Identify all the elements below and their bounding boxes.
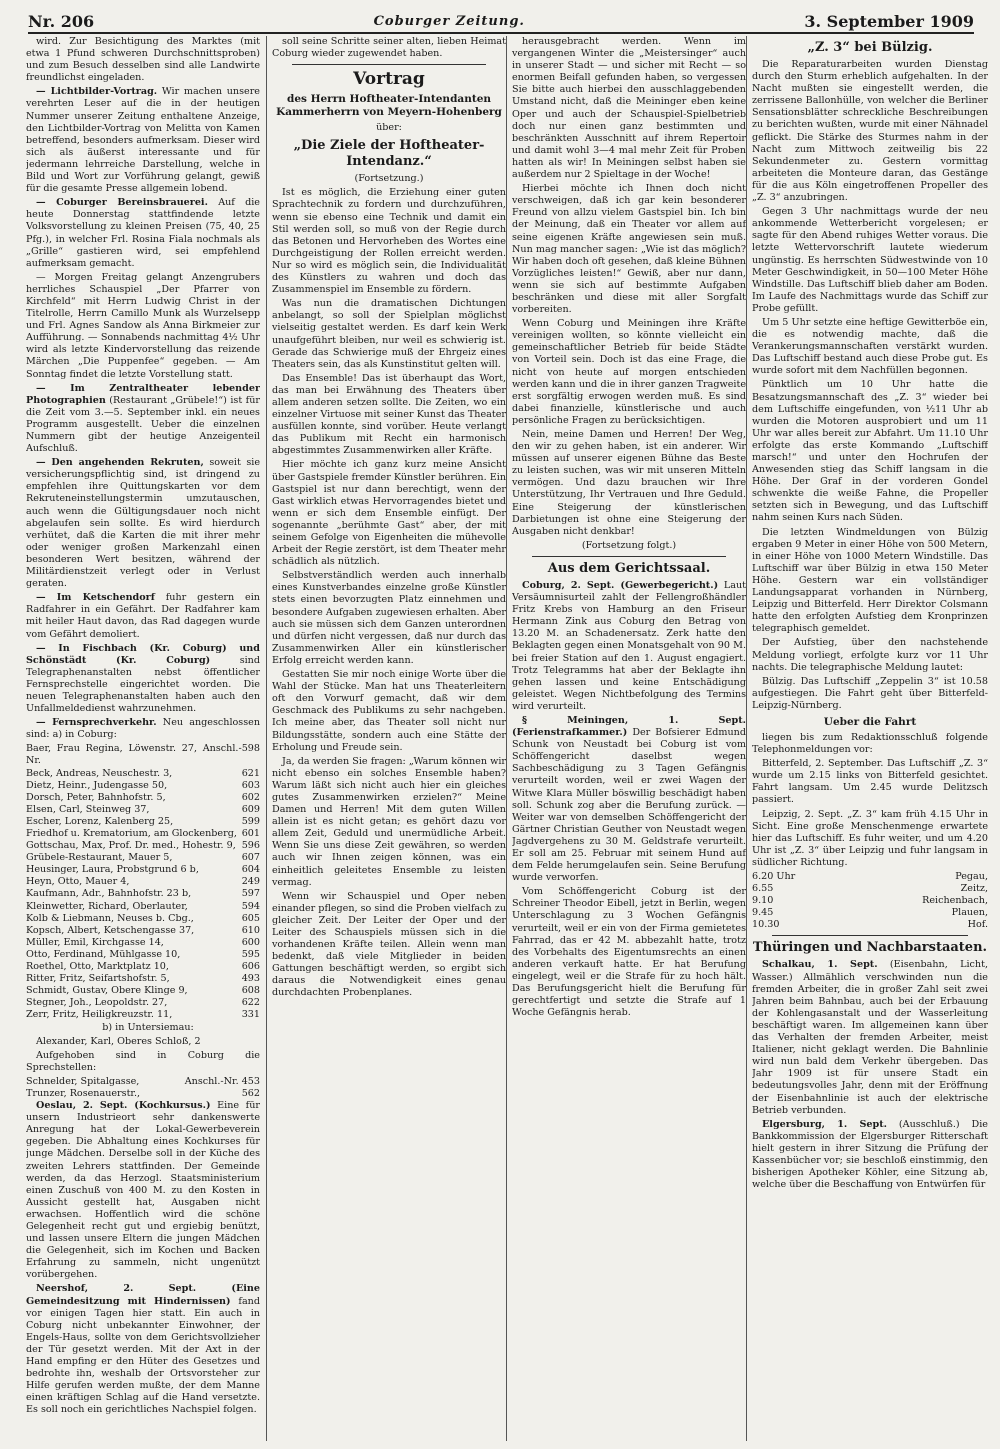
list-item-value: 249 xyxy=(241,876,260,888)
article xyxy=(26,643,260,716)
list-item-value: 594 xyxy=(241,900,260,912)
article-lead: — Lichtbilder-Vortrag. xyxy=(36,86,158,98)
column-rule xyxy=(746,36,747,1441)
list-item xyxy=(26,852,260,864)
article xyxy=(26,383,260,456)
article-text: Die letzten Windmeldungen von Bülzig ergaben 9 Meter in einer Höhe von 500 Metern, in einer Höhe von 1000 Metern Windstille. Das Luftschiff war über Bülzig in etwa 150 Meter Höhe. Gestern war ein vollständiger Landungsapparat vorhanden in Nürnberg, Leipzig und Bitterfeld. Herr Direktor Colsmann hatte den erfolgten Aufstieg dem Kronprinzen telegraphisch gemeldet. xyxy=(752,526,988,635)
list-item-label: 9.45 xyxy=(752,907,774,919)
list-item xyxy=(26,937,260,949)
article-text: Ist es möglich, die Erziehung einer guten Sprachtechnik zu fordern und durchzuführen, wenn sie ebenso eine Technik und damit ein Stil werden soll, so muß von der Regie durch das Betonen und Hervorheben des Wortes eine Durchgeistigung der Rollen erreicht werden. Nur so wird es möglich sein, die Individualität des Künstlers zu wahren und doch das Zusammenspiel im Ensemble zu fördern. xyxy=(272,187,506,296)
list-item-value: 596 xyxy=(241,840,260,852)
list-item-label: Schmidt, Gustav, Obere Klinge 9, xyxy=(26,985,188,997)
list-item-label: Elsen, Carl, Steinweg 37, xyxy=(26,803,150,815)
article xyxy=(752,1119,988,1192)
list-item xyxy=(26,1076,260,1088)
list-item-value: 608 xyxy=(241,985,260,997)
article-text: Laut Versäumnisurteil zahlt der Fellengroßhändler Fritz Krebs von Hamburg an den Friseur Hermann Zink aus Coburg den Betrag von 13.20 M. an Schadenersatz. Zerk hatte den Beklagten gegen einen Monatsgehalt von 90 M. bei freier Station auf den 1. August engagiert. Trotz Telegramms hat aber der Beklagte ihn gehen lassen und keine Entschädigung geleistet. Wegen Nichtbefolgung des Termins wird verurteilt. xyxy=(512,579,746,712)
article-lead: § Meiningen, 1. Sept. (Ferienstrafkammer.) xyxy=(512,714,746,739)
list-item xyxy=(26,961,260,973)
headline: „Z. 3“ bei Bülzig. xyxy=(807,40,933,55)
list-item-value: Reichenbach, xyxy=(922,895,988,907)
list-item-value: 606 xyxy=(241,961,260,973)
divider xyxy=(292,64,486,65)
phone-list xyxy=(26,1076,260,1100)
list-item-label: 6.55 xyxy=(752,883,774,895)
phone-list xyxy=(26,743,260,1021)
list-item-label: 9.10 xyxy=(752,895,774,907)
list-item xyxy=(26,997,260,1009)
list-item-value: 601 xyxy=(241,828,260,839)
list-item-label: Gottschau, Max, Prof. Dr. med., Hohestr. 9, xyxy=(26,840,236,852)
article-lead: Oeslau, 2. Sept. (Kochkursus.) xyxy=(36,1100,211,1112)
list-item xyxy=(26,888,260,900)
list-item-value: 603 xyxy=(241,779,260,791)
list-item xyxy=(752,919,988,931)
article-lead: — In Fischbach (Kr. Coburg) und Schönstädt (Kr. Coburg) xyxy=(26,642,260,666)
list-item-label: Heusinger, Laura, Probstgrund 6 b, xyxy=(26,864,199,876)
list-item-value: 493 xyxy=(241,973,260,985)
list-item xyxy=(26,1009,260,1021)
list-item-label: Escher, Lorenz, Kalenberg 25, xyxy=(26,815,174,827)
list-item-value: 610 xyxy=(241,924,260,936)
list-item-label: Grübele-Restaurant, Mauer 5, xyxy=(26,852,173,864)
subheadline: über: xyxy=(376,122,402,134)
list-item xyxy=(26,949,260,961)
article-text: Der Aufstieg, über den nachstehende Meldung vorliegt, erfolgte kurz vor 11 Uhr nachts. Die telegraphische Meldung lautet: xyxy=(752,637,988,673)
list-item-value: 600 xyxy=(241,936,260,948)
list-item-label: Otto, Ferdinand, Mühlgasse 10, xyxy=(26,948,181,960)
list-item xyxy=(752,883,988,895)
article-text: Vom Schöffengericht Coburg ist der Schreiner Theodor Eibell, jetzt in Berlin, wegen Unterschlagung zu 3 Wochen Gefängnis verurteilt, weil er ein von der Firma gemietetes Fahrrad, das er 42 M. abbezahlt hatte, trotz des Vorbehalts des Eigentumsrechts an einen anderen verkauft hatte. Er hat Berufung eingelegt, weil er die Strafe für zu hoch hält. Das Berufungsgericht hielt die Berufung für gerechtfertigt und setzte die Strafe auf 1 Woche Gefängnis herab. xyxy=(512,886,746,1019)
article-text: Die Reparaturarbeiten wurden Dienstag durch den Sturm erheblich aufgehalten. In der Nacht mußten sie eingestellt werden, die zerrissene Ballonhülle, von welcher die Berliner Sensationsblätter schreckliche Beschreibungen zu berichten wußten, wurde mit einer Nähnadel geflickt. Die Stärke des Sturmes nahm in der Nacht zum Mittwoch zeitweilig bis 22 Sekundenmeter zu. Gestern vormittag arbeiteten die Monteure daran, das Gestänge für die aus Köln eingetroffenen Propeller des „Z. 3“ anzubringen. xyxy=(752,59,988,204)
article-text: Gestatten Sie mir noch einige Worte über die Wahl der Stücke. Man hat uns Theaterleitern oft den Vorwurf gemacht, daß wir dem Geschmack des Publikums zu sehr nachgeben. Ich meine aber, das Theater soll nicht nur Bildungsstätte, sondern auch eine Stätte der Erholung und Freude sein. xyxy=(272,669,506,753)
issue-date: 3. September 1909 xyxy=(804,11,974,31)
article-text: Hierbei möchte ich Ihnen doch nicht verschweigen, daß ich gar kein besonderer Freund von allzu vielem Gastspiel bin. Ich bin der Meinung, daß ein Theater vor allem auf seine eigenen Kräfte angewiesen sein muß. Nun mag mancher sagen: „Wie ist das möglich? Wir haben doch oft gesehen, daß kleine Bühnen Vorzügliches leisten!“ Gewiß, aber nur dann, wenn sie sich auf bestimmte Aufgaben beschränken und diese mit aller Sorgfalt vorbereiten. xyxy=(512,183,746,316)
column-rule xyxy=(266,36,267,1441)
list-item xyxy=(752,895,988,907)
article-text: fuhr gestern ein Radfahrer in ein Gefährt. Der Radfahrer kam mit heiler Haut davon, das Rad dagegen wurde vom Gefährt demoliert. xyxy=(26,592,260,640)
article-text: Was nun die dramatischen Dichtungen anbelangt, so soll der Spielplan möglichst vielseitig gestaltet werden. Es darf kein Werk unaufgeführt bleiben, nur weil es schwierig ist. Gerade das Schwierige muß der Ehrgeiz eines Theaters sein, das als Kunstinstitut gelten will. xyxy=(272,298,506,370)
article-text: Um 5 Uhr setzte eine heftige Gewitterböe ein, die es notwendig machte, daß die Verankerungsmannschaften verstärkt wurden. Das Luftschiff bestand auch diese Probe gut. Es wurde sofort mit dem Nachfüllen begonnen. xyxy=(752,316,988,377)
column-4 xyxy=(752,36,988,1441)
column-rule xyxy=(506,36,507,1441)
list-item xyxy=(26,973,260,985)
article xyxy=(26,1100,260,1281)
article-text: Aufgehoben sind in Coburg die Sprechstellen: xyxy=(26,1049,260,1073)
article-text: Neu angeschlossen sind: a) in Coburg: xyxy=(26,717,260,741)
article-text: liegen bis zum Redaktionsschluß folgende Telephonmeldungen vor: xyxy=(752,731,988,756)
column-2 xyxy=(272,36,506,1441)
article xyxy=(26,457,260,590)
list-item-value: 599 xyxy=(241,815,260,827)
article-text: Eine für unsern Industrieort sehr dankenswerte Anregung hat der Lokal-Gewerbeverein gegeben. Die Abhaltung eines Kochkurses für junge Mädchen. Derselbe soll in der Küche des zweiten Lehrers stattfinden. Der Gemeinde werden, da das Herzogl. Staatsministerium einen Zuschuß von 400 M. zu den Kosten in Aussicht gestellt hat, Ausgaben nicht erwachsen. Hoffentlich wird die schöne Gelegenheit recht gut und ergiebig benützt, und lassen unsere Eltern die jungen Mädchen die Gelegenheit, sich im Kochen und Backen Erfahrung zu sammeln, nicht ungenützt vorübergehen. xyxy=(26,1100,260,1281)
article-text: herausgebracht werden. Wenn im vergangenen Winter die „Meistersinger“ auch in unserer Stadt — und sicher mit Recht — so enormen Beifall gefunden haben, so vergessen Sie bitte auch hierbei den ausschlaggebenden Umstand nicht, daß die Meininger eben keine Oper und auch der Schauspiel-Spielbetrieb doch nur einen ganz bestimmten und beschränkten Ausschnitt auf ihrem Repertoir und damit wohl 3—4 mal mehr Zeit für Proben hatten als wir! In Meiningen selbst haben sie außerdem nur 2 Spieltage in der Woche! xyxy=(512,36,746,181)
list-item-value: Zeitz, xyxy=(960,883,988,895)
list-item-value: 595 xyxy=(241,948,260,960)
list-item-label: Roethel, Otto, Marktplatz 10, xyxy=(26,961,169,973)
list-item xyxy=(26,816,260,828)
article-text: Nein, meine Damen und Herren! Der Weg, den wir zu gehen haben, ist ein anderer. Wir müssen auf unserer eigenen Bühne das Beste zu leisten suchen, was wir mit unseren Mitteln vermögen. Und dazu brauchen wir Ihre Unterstützung, Ihr Vertrauen und Ihre Geduld. Eine Steigerung der künstlerischen Darbietungen ist ohne eine Steigerung der Ausgaben nicht denkbar! xyxy=(512,429,746,537)
section-headline: Thüringen und Nachbarstaaten. xyxy=(752,940,988,956)
article-text: Pünktlich um 10 Uhr hatte die Besatzungsmannschaft des „Z. 3“ wieder bei dem Luftschiffe eingefunden, von ½11 Uhr ab wurden die Motoren ausprobiert und um 11 Uhr war alles bereit zur Abfahrt. Um 11.10 Uhr erfolgte das erste Kommando „Luftschiff marsch!“ und unter den Hochrufen der Anwesenden stieg das Schiff langsam in die Höhe. Der Graf in der vorderen Gondel schwenkte die weiße Fahne, die Propeller setzten sich in Bewegung, und das Luftschiff nahm seinen Kurs nach Süden. xyxy=(752,379,988,524)
headline: „Die Ziele der Hoftheater-Intendanz.“ xyxy=(293,138,485,170)
article xyxy=(26,86,260,195)
article-text: Hier möchte ich ganz kurz meine Ansicht über Gastspiele fremder Künstler berühren. Ein Gastspiel ist nur dann berechtigt, wenn der Gast wirklich etwas Hervorragendes bietet und wenn er sich dem Ensemble einfügt. Der sogenannte „berühmte Gast“ aber, der mit seinem Gefolge von Eigenheiten die mühevolle Arbeit der Regie zerstört, ist dem Theater mehr schädlich als nützlich. xyxy=(272,459,506,568)
list-item-label: Kolb & Liebmann, Neuses b. Cbg., xyxy=(26,912,194,924)
divider xyxy=(772,935,968,936)
section-headline: Aus dem Gerichtssaal. xyxy=(547,560,711,576)
article-text: Wir machen unsere verehrten Leser auf die in der heutigen Nummer unserer Zeitung enthaltene Anzeige, den Lichtbilder-Vortrag von Melitta von Kamen betreffend, besonders aufmerksam. Dieser wird sich als äußerst interessante und für jedermann lehrreiche Darstellung, welche in Bild und Wort zur Vorführung gelangt, gewiß für die gesamte Presse allgemein lobend. xyxy=(26,86,260,195)
article-text: wird. Zur Besichtigung des Marktes (mit etwa 1 Pfund schweren Durchschnittsproben) und zum Besuch desselben sind alle Landwirte freundlichst eingeladen. xyxy=(26,36,260,84)
list-item-value: Plauen, xyxy=(951,907,988,919)
list-item-value: Pegau, xyxy=(955,871,988,882)
issue-number: Nr. 206 xyxy=(28,11,95,31)
list-item xyxy=(26,985,260,997)
masthead xyxy=(28,10,974,34)
article-lead: — Fernsprechverkehr. xyxy=(36,717,157,729)
divider xyxy=(532,556,726,557)
article-text: Bülzig. Das Luftschiff „Zeppelin 3“ ist 10.58 aufgestiegen. Die Fahrt geht über Bitterfeld-Leipzig-Nürnberg. xyxy=(752,675,988,711)
headline: Vortrag xyxy=(353,69,425,90)
list-item-label: Baer, Frau Regina, Löwenstr. 27, Anschl.-Nr. xyxy=(26,743,242,767)
list-item xyxy=(26,792,260,804)
list-item-value: 605 xyxy=(241,912,260,924)
list-item xyxy=(26,780,260,792)
list-item-value: 598 xyxy=(241,743,260,755)
article-text: Leipzig, 2. Sept. „Z. 3“ kam früh 4.15 Uhr in Sicht. Eine große Menschenmenge erwartete hier das Luftschiff. Es fuhr weiter, und um 4.20 Uhr ist „Z. 3“ über Leipzig und fuhr langsam in südlicher Richtung. xyxy=(752,808,988,868)
list-item-value: 609 xyxy=(241,803,260,815)
list-item xyxy=(26,864,260,876)
continuation-note: (Fortsetzung.) xyxy=(354,173,424,185)
list-item-value: 331 xyxy=(241,1009,260,1021)
article-text: Das Ensemble! Das ist überhaupt das Wort, das man bei Erwähnung des Theaters über allem anderen setzen sollte. Die Zeiten, wo ein einzelner Virtuose mit seiner Kunst das Theater ausfüllen konnte, sind vorüber. Heute verlangt das Publikum mit Recht ein harmonisch abgestimmtes Zusammenwirken aller Kräfte. xyxy=(272,372,506,457)
article-text: sind Telegraphenanstalten nebst öffentlicher Fernsprechstelle eingerichtet worden. Die neuen Telegraphenanstalten haben auch den Unfallmeldedienst wahrzunehmen. xyxy=(26,654,260,715)
list-item-value: 604 xyxy=(241,864,260,876)
list-item-label: Dorsch, Peter, Bahnhofstr. 5, xyxy=(26,791,166,803)
list-item-value: 607 xyxy=(241,852,260,864)
list-item-label: Kaufmann, Adr., Bahnhofstr. 23 b, xyxy=(26,888,192,900)
list-item-label: Heyn, Otto, Mauer 4, xyxy=(26,876,130,888)
article-text: Wenn wir Schauspiel und Oper neben einander pflegen, so sind die Proben vielfach zu gleicher Zeit. Der Leiter der Oper und der Leiter des Schauspiels müssen sich in die vorhandenen Kräfte teilen. Allein wenn man bedenkt, daß viele Mitglieder in beiden Gattungen beschäftigt werden, so ergibt sich daraus die Notwendigkeit eines genau durchdachten Probenplanes. xyxy=(272,890,506,999)
article-text: Wenn Coburg und Meiningen ihre Kräfte vereinigen wollten, so könnte vielleicht ein gemeinschaftlicher Betrieb für beide Städte von Vorteil sein. Doch ist das eine Frage, die nicht von heute auf morgen entschieden werden kann und die in ihrer ganzen Tragweite erst sorgfältig erwogen werden muß. Es sind dabei finanzielle, künstlerische und auch persönliche Fragen zu berücksichtigen. xyxy=(512,318,746,426)
list-item xyxy=(26,925,260,937)
newspaper-name: Coburger Zeitung. xyxy=(373,13,525,29)
article-text: — Morgen Freitag gelangt Anzengrubers herrliches Schauspiel „Der Pfarrer von Kirchfeld“ mit Herrn Ludwig Christ in der Titelrolle, Herrn Camillo Munk als Wurzelsepp und Frl. Agnes Sandow als Anna Birkmeier zur Aufführung. — Sonnabends nachmittag 4½ Uhr wird als letzte Kindervorstellung das reizende Märchen „Die Puppenfee“ gegeben. — Am Sonntag findet die letzte Vorstellung statt. xyxy=(26,271,260,380)
list-item-label: Dietz, Heinr., Judengasse 50, xyxy=(26,779,168,791)
time-list xyxy=(752,871,988,931)
list-item xyxy=(752,871,988,883)
subheadline: des Herrn Hoftheater-Intendanten Kammerherrn von Meyern-Hohenberg xyxy=(276,93,502,119)
list-item xyxy=(26,768,260,780)
list-item xyxy=(26,901,260,913)
article-text: Auf die heute Donnerstag stattfindende letzte Volksvorstellung zu kleinen Preisen (75, 40, 25 Pfg.), in welcher Frl. Rosina Fiala nochmals als „Grille“ gastieren wird, sei empfehlend aufmerksam gemacht. xyxy=(26,197,260,269)
article-text: Bitterfeld, 2. September. Das Luftschiff „Z. 3“ wurde um 2.15 links von Bitterfeld gesichtet. Fahrt langsam. Um 2.45 wurde Delitzsch passiert. xyxy=(752,758,988,806)
list-item-value: 597 xyxy=(241,888,260,900)
article xyxy=(512,580,746,713)
article-text: (Restaurant „Grübele!“) ist für die Zeit vom 3.—5. September inkl. ein neues Programm ausgestellt. Ueber die einzelnen Nummern gibt der heutige Anzeigenteil Aufschluß. xyxy=(26,394,260,455)
article-lead: — Den angehenden Rekruten, xyxy=(36,457,204,469)
list-item xyxy=(26,804,260,816)
list-item xyxy=(26,840,260,852)
list-item-label: Ritter, Fritz, Seifartshofstr. 5, xyxy=(26,973,170,985)
list-item xyxy=(752,907,988,919)
list-item-label: Friedhof u. Krematorium, am Glockenberg, xyxy=(26,828,237,839)
article xyxy=(26,717,260,741)
article-text: soweit sie versicherungspflichtig sind, ist dringend zu empfehlen ihre Quittungskarten vor dem Rekruteneinstellungstermin umzutauschen, auch wenn die Gültigungsdauer noch nicht abgelaufen sein sollte. Es wird hierdurch verhütet, daß die Karten die mit ihrer mehr oder weniger großen Markenzahl einen besonderen Wert besitzen, während der Militärdienstzeit verlegt oder in Verlust geraten. xyxy=(26,457,260,590)
article-text: Ja, da werden Sie fragen: „Warum können wir nicht ebenso ein solches Ensemble haben? Warum läßt sich nicht auch hier ein gleiches gutes Zusammenwirken erzielen?“ Meine Damen und Herren! Mit dem guten Willen allein ist es nicht getan; es gehört dazu vor allem Zeit, Geduld und unermüdliche Arbeit. Wenn Sie uns diese Zeit gewähren, so werden auch wir Ihnen zeigen können, was ein einheitlich geleitetes Ensemble zu leisten vermag. xyxy=(272,755,506,888)
list-item xyxy=(26,743,260,767)
subheadline: Ueber die Fahrt xyxy=(823,715,917,728)
article-text: Selbstverständlich werden auch innerhalb eines Kunstverbandes einzelne große Künstler stets einen bevorzugten Platz einnehmen und besondere Aufgaben zugewiesen erhalten. Aber auch sie müssen sich dem Ganzen unterordnen und dürfen nicht vergessen, daß nur durch das Zusammenwirken Aller ein künstlerischer Erfolg erreicht werden kann. xyxy=(272,570,506,666)
column-1 xyxy=(26,36,260,1441)
article-lead: — Im Ketschendorf xyxy=(36,592,155,604)
list-item-label: Zerr, Fritz, Heiligkreuzstr. 11, xyxy=(26,1009,173,1021)
list-item-value: 562 xyxy=(241,1087,260,1099)
list-item-label: Kopsch, Albert, Ketschengasse 37, xyxy=(26,924,195,936)
list-item-label: Kleinwetter, Richard, Oberlauter, xyxy=(26,900,188,912)
article-lead: — Im Zentraltheater lebender Photographien xyxy=(26,382,260,406)
list-item xyxy=(26,913,260,925)
list-item-value: 621 xyxy=(241,767,260,779)
article-text: fand vor einigen Tagen hier statt. Ein auch in Coburg nicht unbekannter Einwohner, der Engels-Haus, sollte von dem Gerichtsvollzieher der Tür gesetzt werden. Mit der Axt in der Hand empfing er den Hüter des Gesetzes und bedrohte ihn, weshalb der Ortsvorsteher zur Hilfe gerufen werden mußte, der dem Manne einen kräftigen Schlag auf die Hand versetzte. Es soll noch ein gerichtliches Nachspiel folgen. xyxy=(26,1295,260,1416)
article-lead: Schalkau, 1. Sept. xyxy=(762,959,878,971)
list-item-value: Anschl.-Nr. 453 xyxy=(184,1075,260,1087)
list-item xyxy=(26,828,260,840)
article-text: Der Bofsierer Edmund Schunk von Neustadt bei Coburg ist vom Schöffengericht daselbst wegen Sachbeschädigung zu 3 Tagen Gefängnis verurteilt worden, weil er zwei Wagen der Witwe Klara Müller böswillig beschädigt haben soll. Schunk zog aber die Berufung zurück. — Weiter war von demselben Schöffengericht der Gärtner Christian Geuther von Neustadt wegen Jagdvergehens zu 30 M. Geldstrafe verurteilt. Er soll am 25. Februar mit seinem Hund auf dem Felde herumgelaufen sein. Seine Berufung wurde verworfen. xyxy=(512,727,746,884)
continuation-note: (Fortsetzung folgt.) xyxy=(581,539,677,551)
article-lead: Neershof, 2. Sept. (Eine Gemeindesitzung mit Hindernissen) xyxy=(26,1283,260,1307)
article-text: (Ausschluß.) Die Bankkommission der Elgersburger Ritterschaft hielt gestern in ihrer Sitzung die Prüfung der Kassenbücher vor; sie beschloß einstimmig, den bisherigen Apotheker Köhler, eine Sitzung ab, welche über die Beschaffung von Entwürfen für xyxy=(752,1118,988,1191)
list-item-label: Müller, Emil, Kirchgasse 14, xyxy=(26,936,164,948)
article xyxy=(752,959,988,1116)
list-item-label: Stegner, Joh., Leopoldstr. 27, xyxy=(26,997,168,1009)
article-lead: Elgersburg, 1. Sept. xyxy=(762,1118,887,1130)
list-item-label: 10.30 xyxy=(752,919,780,931)
list-item-value: 622 xyxy=(241,997,260,1009)
list-item xyxy=(26,1088,260,1100)
article-lead: — Coburger Bereinsbrauerei. xyxy=(36,197,208,209)
article xyxy=(512,715,746,884)
list-item-label: Beck, Andreas, Neuschestr. 3, xyxy=(26,767,173,779)
article xyxy=(26,197,260,270)
article-text: Alexander, Karl, Oberes Schloß, 2 xyxy=(36,1035,201,1047)
article-text: soll seine Schritte seiner alten, lieben Heimat Coburg wieder zugewendet haben. xyxy=(272,36,506,60)
article xyxy=(26,1283,260,1416)
list-item-label: 6.20 Uhr xyxy=(752,871,796,882)
column-3 xyxy=(512,36,746,1441)
list-item-label: Trunzer, Rosenauerstr., xyxy=(26,1087,141,1099)
article-text: Gegen 3 Uhr nachmittags wurde der neu ankommende Wetterbericht vorgelesen; er sagte für den Abend ruhiges Wetter voraus. Die letzte Wettervorschrift lautete wiederum ungünstig. Es herrschten Südwestwinde von 10 Meter Geschwindigkeit, in 50—100 Meter Höhe Windstille. Das Luftschiff blieb daher am Boden. Im Laufe des Nachmittags wurde das Schiff zur Probe gefüllt. xyxy=(752,206,988,314)
list-item-value: 602 xyxy=(241,791,260,803)
list-item xyxy=(26,876,260,888)
article-text: b) in Untersiemau: xyxy=(102,1021,194,1033)
article xyxy=(26,592,260,640)
list-item-value: Hof. xyxy=(967,919,988,931)
article-text: (Eisenbahn, Licht, Wasser.) Allmählich verschwinden nun die fremden Arbeiter, die in großer Zahl seit zwei Jahren beim Bahnbau, auch bei der Erbauung der Kohlengasanstalt und der Wasserleitung beschäftigt waren. Im allgemeinen kann über das Verhalten der fremden Arbeiter, meist Italiener, nicht geklagt werden. Die Bahnlinie wird nun bald dem Verkehr übergeben. Das Jahr 1909 ist für unsere Stadt ein bedeutungsvolles Jahr, denn mit der Eröffnung der Eisenbahnlinie ist auch der elektrische Betrieb verbunden. xyxy=(752,959,988,1116)
article-lead: Coburg, 2. Sept. (Gewerbegericht.) xyxy=(522,579,719,591)
list-item-label: Schnelder, Spitalgasse, xyxy=(26,1075,140,1087)
